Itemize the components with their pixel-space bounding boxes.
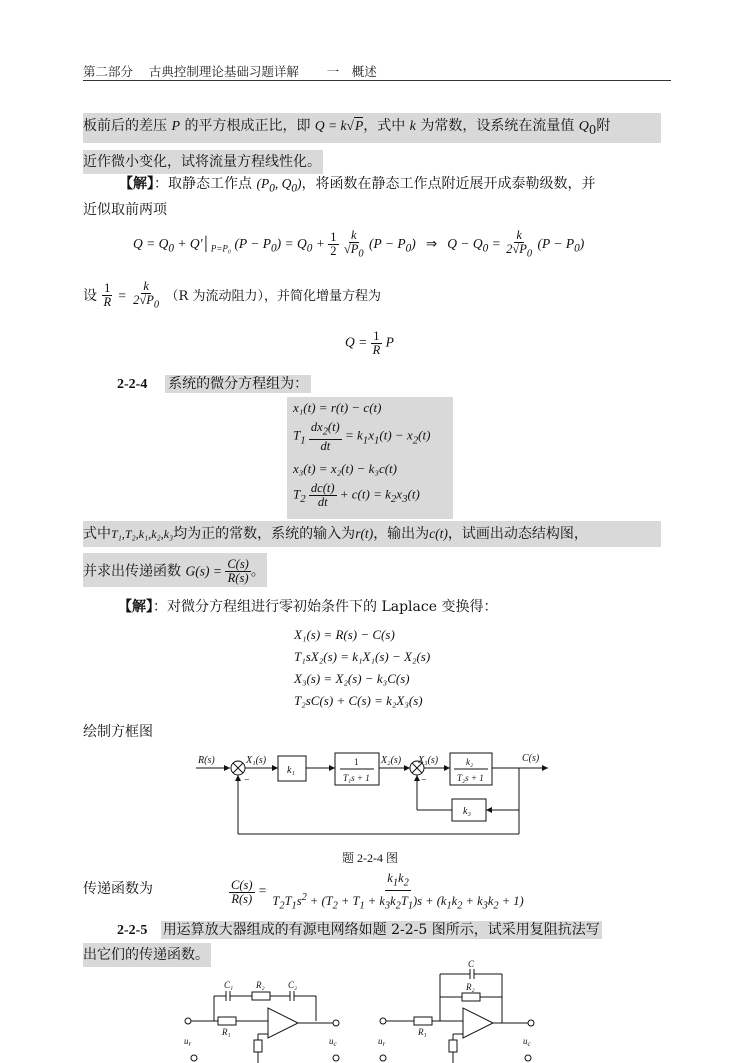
laplace-eq-2: T₁sX₂(s) = k₁X₁(s) − X₂(s): [294, 649, 431, 664]
left-r1-label: R₁: [222, 1027, 231, 1037]
problem-224-desc2: 并求出传递函数 G(s) = $\frac{C(s)}{R(s)}$ 。: [83, 553, 267, 587]
diff-eq-3: x₃(t) = x₂(t) − k₃c(t): [293, 461, 397, 476]
solution-line2: 近似取前两项: [83, 202, 167, 218]
solution-line1: 【解】：取静态工作点 ($P_0$, $Q_0$)，将函数在静态工作点附近展开成泰勒级数，并: [119, 176, 596, 195]
draw-diagram-label: 绘制方框图: [83, 724, 153, 740]
diff-eq-2: $T_1$ $\frac{dx_2(t)}{dt}$ = $k_1x_1(t) - x_2(t)$: [293, 420, 431, 453]
header-book-title: 古典控制理论基础习题详解: [148, 64, 299, 79]
block-g1-num: 1: [354, 757, 359, 767]
right-ur-label: $u_r$: [378, 1036, 386, 1048]
left-c2-label: C₂: [288, 980, 298, 990]
laplace-eq-4: T₂sC(s) + C(s) = k₂X₃(s): [294, 693, 423, 708]
page-header: [83, 62, 377, 80]
block-k3: k₃: [463, 806, 471, 817]
left-uc-label: $u_c$: [329, 1036, 337, 1048]
header-chapter: 一 概述: [326, 64, 377, 79]
problem-225-line1: 2-2-5 用运算放大器组成的有源电网络如题 2-2-5 图所示，试采用复阻抗法写: [117, 922, 600, 938]
circuit-left: [185, 991, 339, 1063]
transfer-function-label: 传递函数为: [83, 881, 153, 897]
laplace-eq-1: X₁(s) = R(s) − C(s): [294, 627, 395, 642]
problem-225-line2: 出它们的传递函数。: [83, 943, 211, 967]
header-part: 第二部分: [83, 64, 134, 79]
minus-sign-1: −: [244, 775, 250, 786]
right-r2-label: R₂: [466, 982, 475, 992]
problem-text-line2: 近作微小变化，试将流量方程线性化。: [83, 150, 323, 174]
taylor-equation: $Q = Q_0$ + $Q'│_{P=P_0}$ $(P - P_0) = Q_0$ + $\frac{1}{2}$ $\frac{k}{√P_0}$ $(P - P_0)$ ⇒ $Q - Q_0$ = $\frac{k}{2√P_0}$ $(P - P_0)$: [133, 228, 585, 260]
problem-224-title: 2-2-4 系统的微分方程组为：: [117, 373, 311, 396]
block-k1: k₁: [287, 765, 295, 776]
block-g2-num: k₂: [466, 757, 474, 767]
differential-equations-box: [287, 397, 453, 519]
right-c-label: C: [468, 960, 475, 969]
diagram-input-label: R(s): [198, 755, 215, 766]
diagram-x2-label: X₂(s): [381, 755, 402, 766]
header-rule: [83, 80, 671, 81]
linearized-equation: Q = $\frac{1}{R}$ P: [345, 329, 394, 357]
left-r2-label: R₂: [256, 980, 265, 990]
problem-number-225: 2-2-5: [117, 923, 148, 938]
problem-number: 2-2-4: [117, 377, 148, 392]
block-diagram: [0, 745, 753, 845]
minus-sign-2: −: [421, 775, 427, 786]
set-r-line: 设 $\frac{1}{R}$ = $\frac{k}{2√P_0}$ （R 为流动阻力），并简化增量方程为: [83, 279, 381, 311]
diagram-x3-label: X₃(s): [418, 755, 439, 766]
laplace-eq-3: X₃(s) = X₂(s) − k₃C(s): [294, 671, 410, 686]
block-g2-den: T₂s + 1: [457, 773, 484, 783]
problem-text-line1: 板前后的差压 P 的平方根成正比，即 Q = k√P，式中 k 为常数，设系统在流量值 $Q_0$附: [83, 113, 661, 143]
right-uc-label: $u_c$: [523, 1036, 531, 1048]
left-c1-label: C₁: [224, 980, 234, 990]
diagram-x1-label: X₁(s): [246, 755, 267, 766]
block-g1-den: T₁s + 1: [343, 773, 370, 783]
transfer-function: $\frac{C(s)}{R(s)}$ = $\frac{k_1k_2}{T_2T_1s^2 + (T_2 + T_1 + k_3k_2T_1)s + (k_1k_2 + k_3k_2 + 1)}$: [231, 871, 524, 912]
flow-formula: Q = k√P: [314, 118, 364, 133]
diff-eq-4: $T_2$ $\frac{dc(t)}{dt}$ + $c(t) = k_2x_3(t)$: [293, 481, 420, 509]
right-r1-label: R₁: [418, 1027, 427, 1037]
left-ur-label: $u_r$: [184, 1036, 192, 1048]
solution-224-line: 【解】：对微分方程组进行零初始条件下的 Laplace 变换得：: [118, 599, 498, 615]
circuit-right: [380, 969, 534, 1063]
diagram-output-label: C(s): [522, 753, 540, 764]
solution-tag: 【解】: [119, 177, 154, 192]
opamp-circuits: [0, 960, 753, 1063]
figure-caption: 题 2-2-4 图: [342, 851, 398, 865]
problem-224-desc1: 式中T₁,T₂,k₁,k₂,k₃均为正的常数，系统的输入为r(t)，输出为c(t)，试画出动态结构图，: [83, 521, 661, 547]
diff-eq-1: x₁(t) = r(t) − c(t): [293, 400, 382, 415]
